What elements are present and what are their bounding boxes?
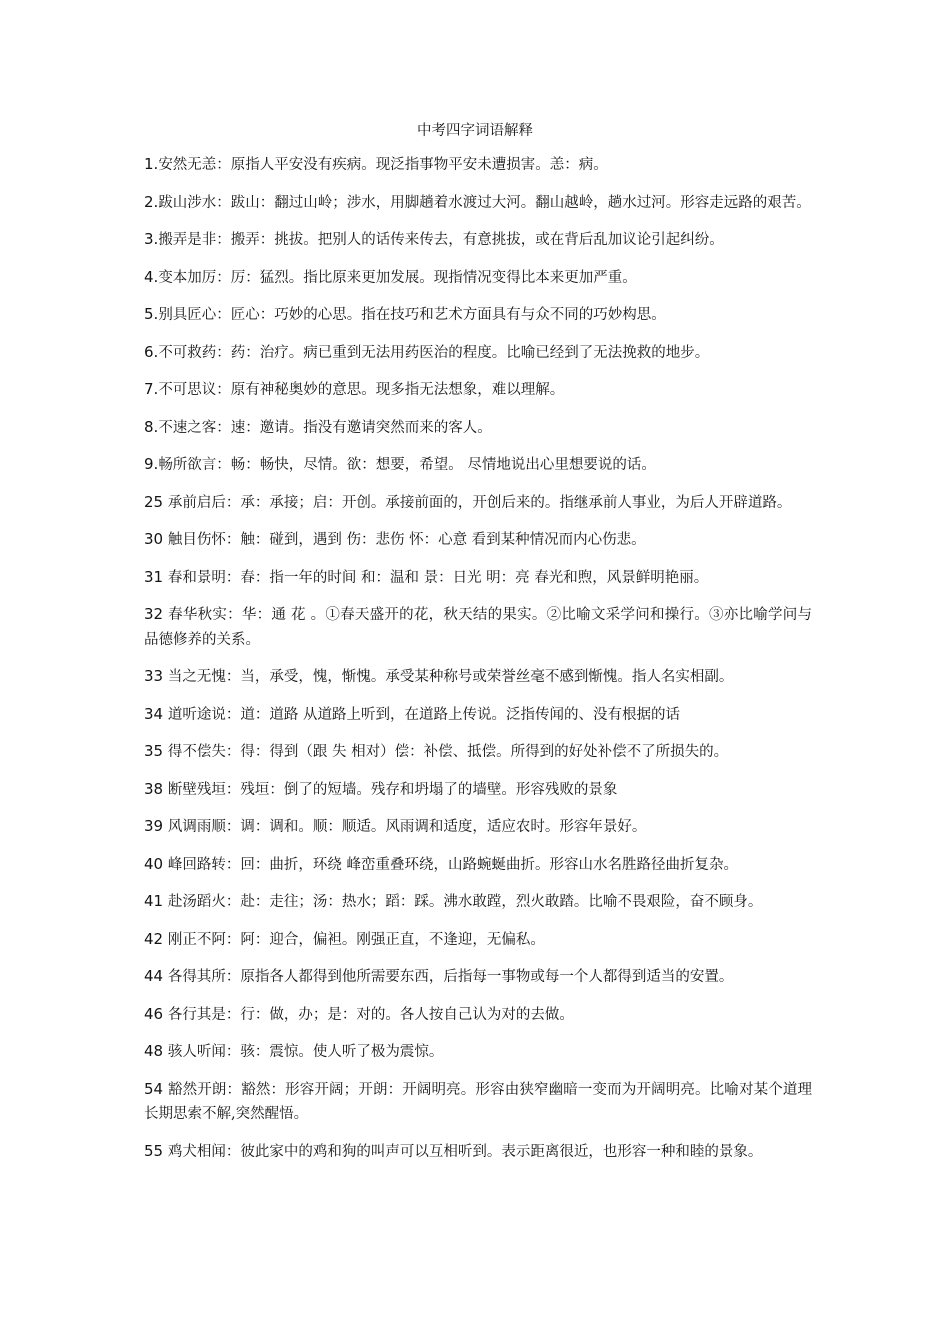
entry-number: 31	[144, 567, 168, 586]
entry-text: 变本加厉：厉：猛烈。指比原来更加发展。现指情况变得比本来更加严重。	[158, 269, 637, 286]
entry-text: 骇人听闻：骇：震惊。使人听了极为震惊。	[167, 1044, 444, 1060]
entry-number: 46	[144, 1004, 168, 1023]
entry-text: 不可思议：原有神秘奥妙的意思。现多指无法想象，难以理解。	[158, 382, 565, 398]
entry-number: 30	[144, 530, 168, 548]
entry-number: 40	[144, 854, 168, 873]
list-item	[144, 702, 812, 728]
entry-number: 33	[144, 667, 168, 685]
list-item	[144, 265, 812, 291]
entry-text: 春和景明：春：指一年的时间 和：温和 景：日光 明：亮 春光和煦，风景鲜明艳丽。	[167, 569, 709, 586]
list-item	[144, 927, 812, 953]
entry-text: 不可救药：药：治疗。病已重到无法用药医治的程度。比喻已经到了无法挽救的地步。	[158, 344, 710, 361]
entry-number: 41	[144, 892, 168, 910]
list-item	[144, 415, 812, 441]
entry-text: 各得其所：原指各人都得到他所需要东西，后指每一事物或每一个人都得到适当的安置。	[167, 969, 734, 985]
entry-text: 春华秋实：华：通 花 。①春天盛开的花，秋天结的果实。②比喻文采学问和操行。③亦比喻学问与品德修养的关系。	[144, 607, 812, 648]
entry-text: 赴汤蹈火：赴：走往；汤：热水；蹈：踩。沸水敢蹚，烈火敢踏。比喻不畏艰险，奋不顾身。	[167, 894, 763, 910]
list-item	[144, 1077, 812, 1127]
entry-text: 鸡犬相闻：彼此家中的鸡和狗的叫声可以互相听到。表示距离很近，也形容一种和睦的景象。	[167, 1143, 763, 1160]
list-item	[144, 852, 812, 878]
list-item	[144, 777, 812, 803]
entry-text: 当之无愧：当，承受，愧，惭愧。承受某种称号或荣誉丝毫不感到惭愧。指人名实相副。	[167, 669, 734, 685]
list-item	[144, 340, 812, 366]
entry-number: 8.	[144, 417, 159, 436]
entry-number: 42	[144, 929, 168, 948]
list-item	[144, 964, 812, 990]
list-item	[144, 190, 812, 216]
entry-text: 跋山涉水：跋山：翻过山岭；涉水，用脚趟着水渡过大河。翻山越岭，趟水过河。形容走远路的艰苦。	[158, 194, 811, 211]
entry-text: 承前启后：承：承接；启：开创。承接前面的，开创后来的。指继承前人事业，为后人开辟道路。	[167, 494, 792, 511]
list-item	[144, 377, 812, 403]
entry-text: 道听途说：道：道路 从道路上听到，在道路上传说。泛指传闻的、没有根据的话	[167, 706, 680, 723]
entry-text: 触目伤怀：触：碰到，遇到 伤：悲伤 怀：心意 看到某种情况而内心伤悲。	[167, 532, 646, 548]
entry-number: 5.	[144, 305, 159, 323]
entry-number: 4.	[144, 267, 159, 286]
entry-number: 25	[144, 492, 168, 511]
list-item	[144, 227, 812, 253]
list-item	[144, 302, 812, 328]
entry-text: 豁然开朗：豁然：形容开阔；开朗：开阔明亮。形容由狭窄幽暗一变而为开阔明亮。比喻对某个道理长期思索不解,突然醒悟。	[144, 1081, 812, 1122]
list-item	[144, 565, 812, 591]
list-item	[144, 1039, 812, 1065]
entry-number: 39	[144, 817, 168, 835]
entry-number: 6.	[144, 342, 159, 361]
list-item	[144, 814, 812, 840]
document-title: 中考四字词语解释	[417, 123, 533, 139]
list-item	[144, 739, 812, 765]
entry-number: 1.	[144, 155, 159, 173]
list-item	[144, 527, 812, 553]
entry-number: 7.	[144, 380, 159, 398]
entry-text: 各行其是：行：做，办；是：对的。各人按自己认为对的去做。	[167, 1006, 574, 1023]
entry-number: 2.	[144, 192, 159, 211]
entry-number: 34	[144, 704, 168, 723]
entry-list	[144, 152, 812, 1176]
list-item	[144, 152, 812, 178]
entry-number: 48	[144, 1042, 168, 1060]
entry-number: 54	[144, 1079, 168, 1098]
list-item	[144, 889, 812, 915]
entry-number: 35	[144, 742, 168, 760]
entry-text: 安然无恙：原指人平安没有疾病。现泛指事物平安未遭损害。恙：病。	[158, 157, 608, 173]
list-item	[144, 1002, 812, 1028]
entry-text: 刚正不阿：阿：迎合，偏袒。刚强正直，不逢迎，无偏私。	[167, 931, 545, 948]
entry-number: 32	[144, 605, 169, 623]
entry-number: 38	[144, 779, 168, 798]
list-item	[144, 1139, 812, 1165]
entry-number: 55	[144, 1141, 168, 1160]
entry-text: 断壁残垣：残垣：倒了的短墙。残存和坍塌了的墙壁。形容残败的景象	[167, 781, 618, 798]
entry-text: 不速之客：速：邀请。指没有邀请突然而来的客人。	[158, 419, 492, 436]
entry-number: 44	[144, 967, 168, 985]
entry-text: 搬弄是非：搬弄：挑拔。把别人的话传来传去，有意挑拔，或在背后乱加议论引起纠纷。	[158, 232, 724, 248]
entry-text: 畅所欲言：畅：畅快，尽情。欲：想要，希望。 尽情地说出心里想要说的话。	[158, 457, 656, 473]
list-item	[144, 602, 812, 652]
entry-text: 得不偿失：得：得到（跟 失 相对）偿：补偿、抵偿。所得到的好处补偿不了所损失的。	[167, 744, 729, 760]
list-item	[144, 490, 812, 516]
entry-text: 别具匠心：匠心：巧妙的心思。指在技巧和艺术方面具有与众不同的巧妙构思。	[158, 307, 666, 323]
entry-text: 峰回路转：回：曲折，环绕 峰峦重叠环绕，山路蜿蜒曲折。形容山水名胜路径曲折复杂。	[167, 856, 738, 873]
list-item	[144, 452, 812, 478]
entry-text: 风调雨顺：调：调和。顺：顺适。风雨调和适度，适应农时。形容年景好。	[167, 819, 647, 835]
list-item	[144, 664, 812, 690]
entry-number: 3.	[144, 230, 159, 248]
entry-number: 9.	[144, 455, 159, 473]
